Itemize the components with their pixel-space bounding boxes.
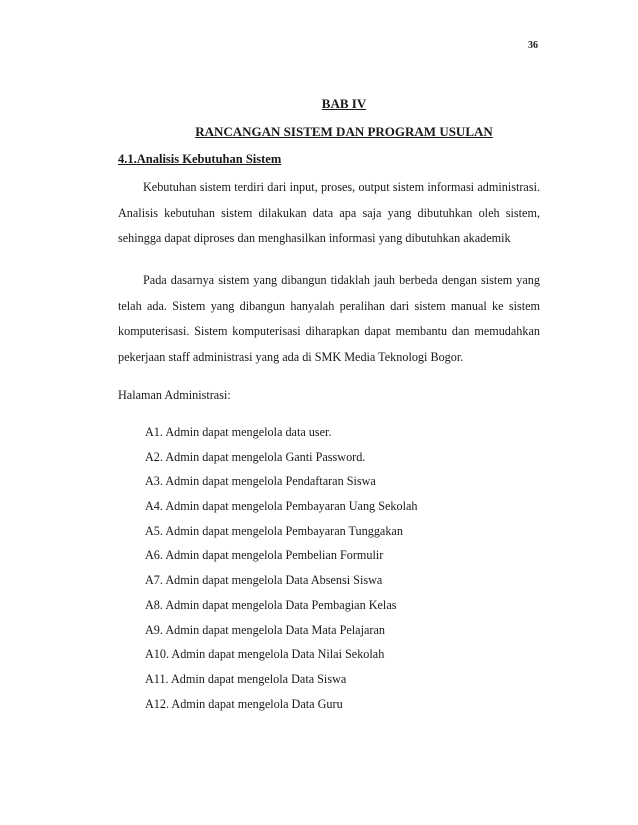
paragraph-1: Kebutuhan sistem terdiri dari input, proses, output sistem informasi administrasi. Analisis kebutuhan sistem dilakukan data apa saja yang dibutuhkan oleh sistem, sehingga dapat diproses dan menghasilkan informasi yang dibutuhkan akademik (118, 180, 540, 246)
admin-page-label: Halaman Administrasi: (118, 388, 231, 402)
chapter-subtitle: RANCANGAN SISTEM DAN PROGRAM USULAN (195, 124, 493, 139)
list-item: A8. Admin dapat mengelola Data Pembagian Kelas (145, 597, 397, 612)
list-item: A9. Admin dapat mengelola Data Mata Pelajaran (145, 622, 385, 637)
page-number: 36 (528, 40, 538, 51)
list-item: A1. Admin dapat mengelola data user. (145, 425, 332, 439)
paragraph-1-block (118, 175, 540, 252)
list-item: A11. Admin dapat mengelola Data Siswa (145, 671, 347, 686)
section-heading: 4.1.Analisis Kebutuhan Sistem (118, 152, 282, 166)
list-item: A10. Admin dapat mengelola Data Nilai Sekolah (145, 647, 385, 662)
requirements-list (145, 420, 417, 716)
paragraph-2-block (118, 268, 540, 371)
list-item: A2. Admin dapat mengelola Ganti Password. (145, 449, 366, 464)
list-item: A5. Admin dapat mengelola Pembayaran Tunggakan (145, 523, 403, 538)
list-item: A6. Admin dapat mengelola Pembelian Formulir (145, 548, 384, 563)
chapter-title: BAB IV (321, 96, 367, 111)
list-item: A4. Admin dapat mengelola Pembayaran Uang Sekolah (145, 499, 418, 514)
list-item: A12. Admin dapat mengelola Data Guru (145, 696, 343, 711)
paragraph-2: Pada dasarnya sistem yang dibangun tidaklah jauh berbeda dengan sistem yang telah ada. Sistem yang dibangun hanyalah peralihan dari sistem manual ke sistem komputerisasi. Sistem komputerisasi diharapkan dapat membantu dan memudahkan pekerjaan staff administrasi yang ada di SMK Media Teknologi Bogor. (118, 273, 540, 365)
list-item: A3. Admin dapat mengelola Pendaftaran Siswa (145, 474, 376, 489)
list-item: A7. Admin dapat mengelola Data Absensi Siswa (145, 573, 383, 588)
